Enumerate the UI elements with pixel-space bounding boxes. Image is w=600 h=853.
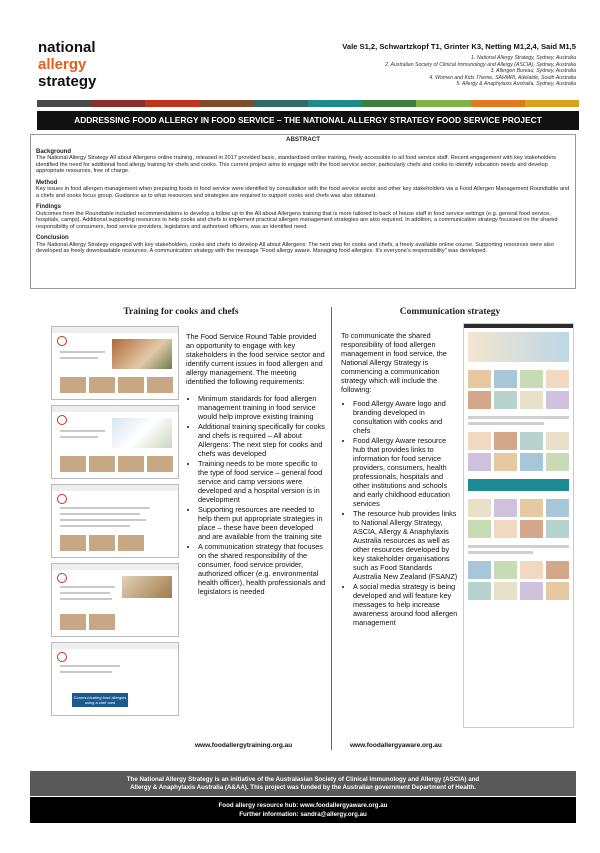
hub-thumbnail (546, 561, 569, 579)
hub-thumbnail (494, 520, 517, 538)
affiliation: 1. National Allergy Strategy, Sydney, Australia (471, 55, 576, 61)
training-screenshot (51, 563, 179, 637)
affiliation: 2. Australian Society of Clinical Immunology and Allergy (ASCIA), Sydney, Australia (384, 61, 576, 68)
hub-thumbnail (546, 453, 569, 471)
resource-hub-link[interactable]: Food allergy resource hub: www.foodallergyaware.org.au (218, 802, 388, 809)
hub-thumbnail (520, 582, 543, 600)
hub-thumbnail (494, 499, 517, 517)
color-stripe-segment (525, 100, 579, 107)
color-stripe-segment (308, 100, 362, 107)
communication-bullet: • Food Allergy Aware resource hub that provides links to information for food service providers, consumers, health professionals, hospitals and other institutions and schools and early childhood education services (353, 436, 459, 508)
training-text (186, 332, 326, 596)
training-bullet: • Additional training specifically for cooks and chefs is required – All about Allergens: The next step for cooks and chefs was developed (198, 422, 326, 458)
author-names: Vale S1,2, Schwartzkopf T1, Grinter K3, Netting M1,2,4, Said M1,5 (342, 42, 576, 51)
hub-thumbnail (468, 520, 491, 538)
background-heading: Background (36, 148, 72, 155)
authors-block (342, 42, 576, 88)
conclusion-heading: Conclusion (36, 235, 69, 241)
hub-thumbnail (546, 391, 569, 409)
hub-thumbnail (468, 391, 491, 409)
resource-hub-screenshot (463, 323, 574, 728)
funding-line-1: The National Allergy Strategy is an initiative of the Australasian Society of Clinical Immunology and Allergy (ASCIA) and (126, 776, 480, 783)
hub-thumbnail (494, 391, 517, 409)
training-screenshot (51, 484, 179, 558)
logo (38, 39, 96, 90)
conclusion-text: The National Allergy Strategy engaged with key stakeholders, cooks and chefs to develop All about Allergens: The next step for cooks and chefs, a freely available online course. Supporting resources were also developed as freely downloadable resources. A communication strategy with the message "Food allergy aware. Managing food allergies. It's everyone's responsibility" was developed. (36, 241, 554, 254)
contact-footer (30, 797, 576, 823)
hub-thumbnail (520, 432, 543, 450)
training-url-link[interactable]: www.foodallergytraining.org.au (195, 742, 293, 749)
hub-thumbnail (468, 432, 491, 450)
hub-thumbnail (494, 561, 517, 579)
hub-thumbnail (468, 561, 491, 579)
color-stripe-segment (254, 100, 308, 107)
training-screenshot (51, 405, 179, 479)
communication-bullet: • Food Allergy Aware logo and branding developed in consultation with cooks and chefs (353, 399, 459, 435)
communication-text (341, 331, 459, 627)
hub-thumbnail (494, 370, 517, 388)
hub-thumbnail (520, 561, 543, 579)
logo-line-strategy: strategy (38, 73, 97, 90)
funding-line-2: Allergy & Anaphylaxis Australia (A&AA). This project was funded by the Australian government Department of Health. (130, 784, 476, 791)
logo-icon (57, 415, 67, 425)
affiliation: 3. Allergen Bureau, Sydney, Australia (490, 68, 576, 75)
abstract-box (30, 134, 576, 289)
hub-thumbnail (520, 520, 543, 538)
logo-icon (57, 652, 67, 662)
hub-thumbnail (468, 499, 491, 517)
hub-thumbnail (468, 453, 491, 471)
logo-line-national: national (38, 39, 96, 56)
poster-title: ADDRESSING FOOD ALLERGY IN FOOD SERVICE – THE NATIONAL ALLERGY STRATEGY FOOD SERVICE PROJECT (37, 111, 579, 130)
hub-thumbnail (520, 370, 543, 388)
method-heading: Method (36, 179, 58, 186)
communication-bullet: • The resource hub provides links to National Allergy Strategy, ASCIA, Allergy & Anaphylaxis Australia resources as well as other resources developed by key stakeholder organisations such as Food Standards Australia New Zealand (FSANZ) (353, 509, 459, 581)
hub-thumbnail (546, 520, 569, 538)
hub-thumbnail (494, 432, 517, 450)
background-text: The National Allergy Strategy All about Allergens online training, released in 2017 provided basic, standardised online training, freely accessible to all food service staff. Recent engagement with key stakeholders identified the need for additional food allergy training for chefs and cooks. This current project aims to engage with the food service sector, particularly chefs and cooks to identify education needs and develop appropriate resources, free of charge. (36, 155, 557, 174)
hub-thumbnail (546, 370, 569, 388)
logo-line-allergy: allergy (38, 56, 87, 73)
hub-thumbnail (494, 582, 517, 600)
training-screenshots (51, 326, 179, 721)
findings-heading: Findings (36, 204, 61, 210)
contact-email-link[interactable]: Further information: sandra@allergy.org.au (239, 811, 367, 818)
funding-footer (30, 771, 576, 796)
hub-thumbnail (520, 453, 543, 471)
training-intro: The Food Service Round Table provided an opportunity to engage with key stakeholders in the food service sector and identify current issues in food allergen and allergy management. The meeting identified the following requirements: (186, 332, 325, 386)
training-bullet: • A communication strategy that focuses on the shared responsibility of the consumer, food service provider, authorized officer (e.g. environmental health officer), health professionals and legislators is needed (198, 542, 326, 596)
hub-thumbnail (468, 370, 491, 388)
color-stripe-segment (200, 100, 254, 107)
hub-thumbnail (494, 453, 517, 471)
communication-url-link[interactable]: www.foodallergyaware.org.au (350, 742, 442, 749)
color-stripe-segment (37, 100, 91, 107)
hub-thumbnail (468, 582, 491, 600)
logo-icon (57, 336, 67, 346)
method-text: Key issues in food allergen management when preparing foods in food service were identified by consultation with the food service sector and other key stakeholders via a Food Allergen Management Roundtable and a chefs and cooks focus group. Guidance as to what resources and strategies are required to support cooks and chefs was also obtained. (36, 186, 570, 199)
training-screenshot (51, 642, 179, 716)
color-stripe-segment (416, 100, 470, 107)
training-bullet: • Minimum standards for food allergen management training in food service would help improve existing training (198, 394, 326, 421)
logo-icon (57, 494, 67, 504)
hub-thumbnail (520, 391, 543, 409)
hub-thumbnail (546, 582, 569, 600)
color-stripe-segment (362, 100, 416, 107)
logo-icon (57, 573, 67, 583)
training-section-title: Training for cooks and chefs (123, 307, 239, 317)
training-screenshot (51, 326, 179, 400)
affiliation: 5. Allergy & Anaphylaxis Australia, Sydney, Australia (456, 81, 576, 88)
communication-intro: To communicate the shared responsibility of food allergen management in food service, the National Allergy Strategy is commencing a communication strategy which will include the following: (341, 331, 447, 394)
color-stripe-segment (91, 100, 145, 107)
communication-section-title: Communication strategy (399, 307, 501, 317)
hub-thumbnail (546, 432, 569, 450)
color-stripe-segment (471, 100, 525, 107)
training-bullet: • Training needs to be more specific to the type of food service – general food service and camp versions were developed and a hospital version is in development (198, 459, 326, 504)
affiliation: 4. Women and Kids Theme, SAHMRI, Adelaide, South Australia (429, 74, 576, 81)
communication-bullet: • A social media strategy is being developed and will feature key messages to help increase awareness around food allergen management (353, 582, 459, 627)
color-stripe-segment (145, 100, 199, 107)
color-stripe-bar (37, 100, 579, 107)
findings-text: Outcomes from the Roundtable included recommendations to develop a follow up to the All about Allergens training that is more tailored to back of house staff in food service settings (e.g. general food service, hospitals, camps). Additional supporting resources to help cooks and chefs to implement practical allergen management strategies are also required. In addition, a communication strategy focussed on the shared responsibility of consumers, food service providers, legislators and authorised officers, was an identified need. (36, 210, 558, 230)
chef-card-callout: Communicating food allergies using a chef card (73, 695, 127, 705)
hub-thumbnail (520, 499, 543, 517)
column-divider (331, 307, 332, 750)
training-bullet: • Supporting resources are needed to help them put appropriate strategies in place – these have been developed and are available from the training site (198, 505, 326, 541)
hub-thumbnail (546, 499, 569, 517)
abstract-heading: ABSTRACT (285, 136, 321, 143)
